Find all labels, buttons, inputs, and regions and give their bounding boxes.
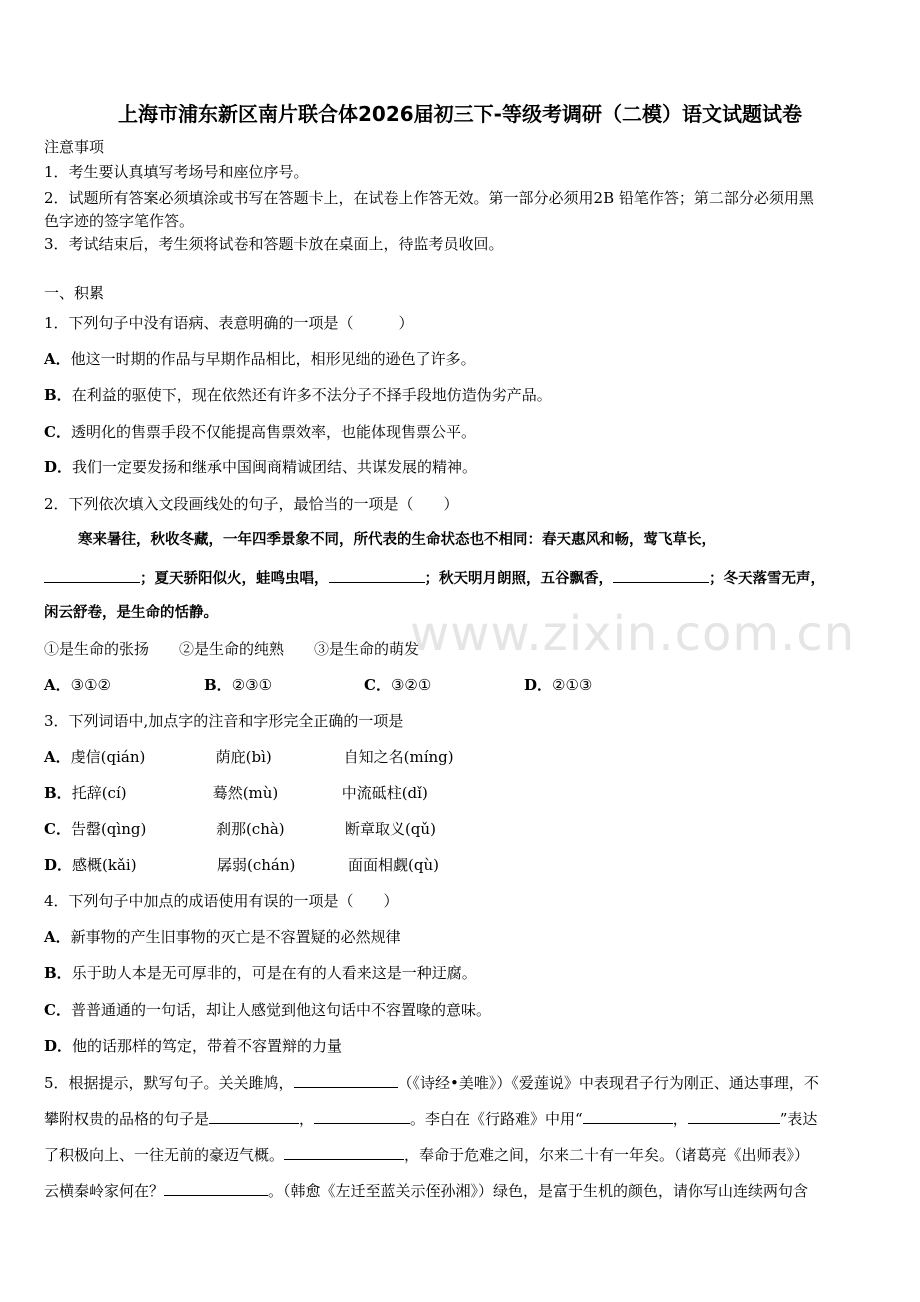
word: 蓦然(mù)	[212, 784, 279, 802]
option-label: B．	[44, 784, 72, 802]
question-3-option-b	[44, 782, 880, 804]
question-5-text: 云横秦岭家何在？	[44, 1182, 165, 1200]
word: 面面相觑(qù)	[348, 856, 439, 874]
option-text: ③①②	[70, 676, 111, 694]
option-label: B．	[44, 964, 72, 982]
question-2-passage	[44, 566, 880, 590]
word: 刹那(chà)	[215, 820, 285, 838]
question-1-option-c	[44, 421, 880, 443]
question-4-option-a	[44, 926, 880, 948]
option-label: A．	[44, 350, 71, 368]
question-1-option-d	[44, 456, 880, 478]
option-text: ③②①	[390, 676, 432, 694]
question-5-text: 了积极向上、一往无前的豪迈气概。	[44, 1146, 285, 1164]
option-c	[364, 674, 524, 696]
notice-item: 1．考生要认真填写考场号和座位序号。	[44, 163, 309, 181]
question-3-option-a	[44, 746, 880, 768]
word: 告罄(qìng)	[70, 820, 147, 838]
option-label: A．	[44, 676, 71, 694]
option-label: A．	[44, 928, 71, 946]
question-5-line	[44, 1143, 880, 1166]
question-5-text: ，	[672, 1110, 688, 1128]
page-title: 上海市浦东新区南片联合体2026届初三下-等级考调研（二模）语文试题试卷	[118, 102, 802, 126]
question-2-passage: 闲云舒卷，是生命的恬静。	[44, 604, 218, 621]
notice-item: 色字迹的签字笔作答。	[44, 212, 195, 230]
option-text: 乐于助人本是无可厚非的，可是在有的人看来这是一种迂腐。	[71, 964, 477, 982]
question-1-option-b	[44, 384, 880, 406]
word: 托辞(cí)	[71, 784, 127, 802]
question-5-text: 。李白在《行路难》中用“	[410, 1110, 583, 1128]
question-1-option-a	[44, 348, 880, 370]
question-2-passage: 寒来暑往，秋收冬藏，一年四季景象不同，所代表的生命状态也不相同：春天惠风和畅，莺飞草长，	[78, 531, 716, 548]
word: 中流砥柱(dǐ)	[341, 784, 428, 802]
option-label: D．	[44, 1037, 73, 1055]
question-2-choices: ①是生命的张扬 ②是生命的纯熟 ③是生命的萌发	[44, 640, 420, 658]
option-b	[204, 674, 364, 696]
option-label: C．	[44, 820, 71, 838]
fill-blank[interactable]	[688, 1107, 780, 1124]
passage-text: ；冬天落雪无声，	[709, 570, 825, 587]
option-label: C．	[44, 1001, 71, 1019]
option-label: D．	[44, 856, 73, 874]
fill-blank[interactable]	[294, 1071, 398, 1088]
fill-blank[interactable]	[284, 1143, 404, 1160]
question-1-stem: 1．下列句子中没有语病、表意明确的一项是（ ）	[44, 314, 414, 332]
notice-item: 2．试题所有答案必须填涂或书写在答题卡上，在试卷上作答无效。第一部分必须用2B 铅笔作答；第二部分必须用黑	[44, 189, 814, 207]
section-heading: 一、积累	[44, 284, 105, 302]
option-text: 他的话那样的笃定，带着不容置辩的力量	[72, 1037, 343, 1055]
option-label: B．	[204, 676, 232, 694]
question-2-options	[44, 674, 880, 696]
option-text: 我们一定要发扬和继承中国闽商精诚团结、共谋发展的精神。	[72, 458, 478, 476]
option-label: A．	[44, 748, 71, 766]
option-a	[44, 674, 204, 696]
question-2-stem: 2．下列依次填入文段画线处的句子，最恰当的一项是（ ）	[44, 495, 459, 513]
fill-blank[interactable]	[314, 1107, 410, 1124]
question-5-text: （《诗经•美唯》）《爱莲说》中表现君子行为刚正、通达事理，不	[397, 1074, 819, 1092]
question-5-text: 5．根据提示，默写句子。关关雎鸠，	[44, 1074, 294, 1092]
question-3-option-c	[44, 818, 880, 840]
option-text: ②①③	[552, 676, 593, 694]
question-4-option-b	[44, 962, 880, 984]
notice-item: 3．考试结束后，考生须将试卷和答题卡放在桌面上，待监考员收回。	[44, 235, 504, 253]
word: 荫庇(bì)	[215, 748, 272, 766]
question-5-line	[44, 1107, 880, 1130]
question-5-line	[44, 1071, 880, 1094]
option-text: 在利益的驱使下，现在依然还有许多不法分子不择手段地仿造伪劣产品。	[71, 386, 552, 404]
option-label: B．	[44, 386, 72, 404]
option-text: ②③①	[231, 676, 273, 694]
question-4-option-d	[44, 1035, 880, 1057]
question-5-text: ，奉命于危难之间，尔来二十有一年矣。（诸葛亮《出师表》）	[404, 1146, 810, 1164]
option-text: 普普通通的一句话，却让人感觉到他这句话中不容置喙的意味。	[70, 1001, 491, 1019]
question-4-option-c	[44, 999, 880, 1021]
option-label: C．	[44, 423, 71, 441]
question-5-text: ，	[299, 1110, 315, 1128]
fill-blank[interactable]	[164, 1179, 268, 1196]
question-5-line	[44, 1179, 880, 1202]
question-5-text: ”表达	[779, 1110, 818, 1128]
word: 自知之名(míng)	[343, 748, 454, 766]
word: 孱弱(chán)	[217, 856, 296, 874]
question-4-stem: 4．下列句子中加点的成语使用有误的一项是（ ）	[44, 892, 399, 910]
passage-text: ；夏天骄阳似火，蛙鸣虫唱，	[140, 570, 329, 587]
option-text: 他这一时期的作品与早期作品相比，相形见绌的逊色了许多。	[70, 350, 476, 368]
option-label: D．	[44, 458, 73, 476]
question-5-text: 。（韩愈《左迁至蓝关示侄孙湘》）绿色，是富于生机的颜色，请你写山连续两句含	[268, 1182, 809, 1200]
fill-blank[interactable]	[209, 1107, 299, 1124]
option-text: 新事物的产生旧事物的灭亡是不容置疑的必然规律	[70, 928, 401, 946]
fill-blank[interactable]	[583, 1107, 673, 1124]
question-5-text: 攀附权贵的品格的句子是	[44, 1110, 210, 1128]
fill-blank[interactable]	[613, 566, 709, 583]
option-label: D．	[524, 676, 553, 694]
passage-text: ；秋天明月朗照，五谷飘香，	[424, 570, 613, 587]
word: 感概(kǎi)	[72, 856, 137, 874]
option-d	[524, 674, 592, 696]
word: 虔信(qián)	[70, 748, 146, 766]
option-text: 透明化的售票手段不仅能提高售票效率，也能体现售票公平。	[70, 423, 476, 441]
fill-blank[interactable]	[44, 566, 140, 583]
question-3-option-d	[44, 854, 880, 876]
option-label: C．	[364, 676, 391, 694]
watermark: www.zixin.com.cn	[410, 606, 856, 662]
fill-blank[interactable]	[329, 566, 425, 583]
question-3-stem: 3．下列词语中,加点字的注音和字形完全正确的一项是	[44, 712, 404, 730]
word: 断章取义(qǔ)	[344, 820, 436, 838]
notice-heading: 注意事项	[44, 138, 105, 156]
